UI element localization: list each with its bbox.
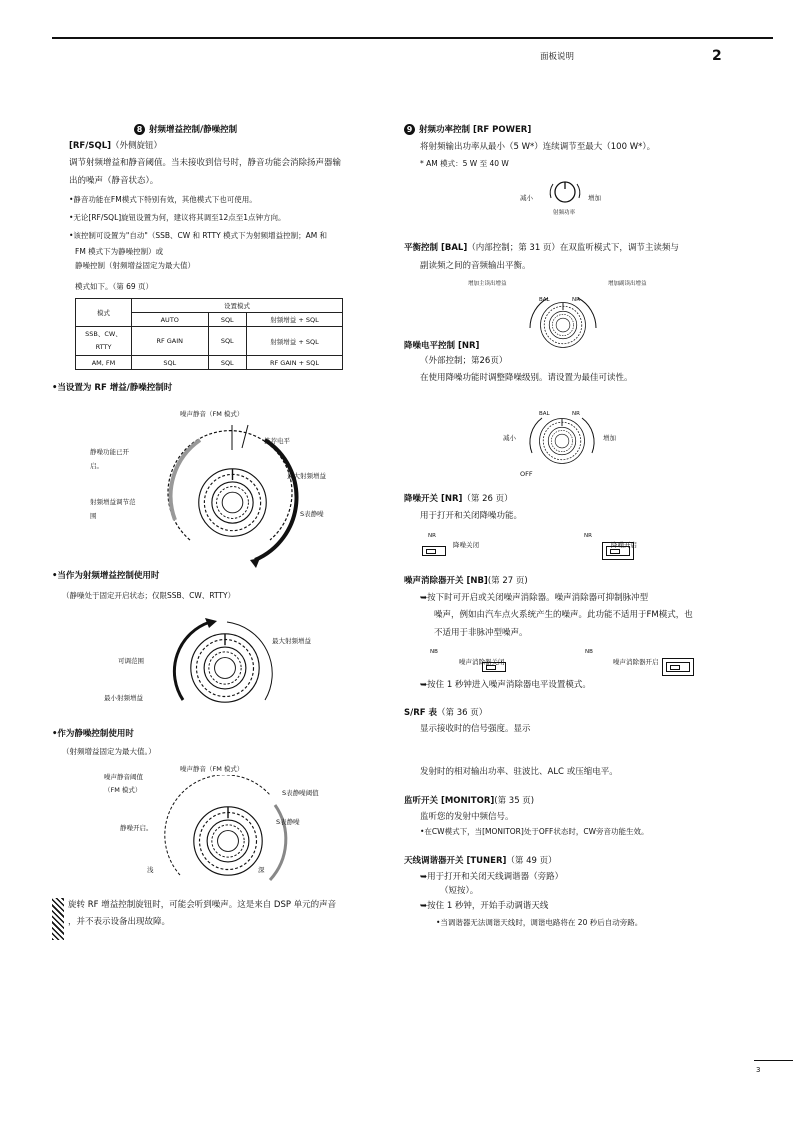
diagram-3-title: •作为静噪控制使用时 — [52, 729, 134, 739]
gain-arrow-grey — [171, 440, 200, 520]
td-auto: RF GAIN — [132, 327, 209, 356]
bal-title: 平衡控制 [BAL] — [404, 243, 468, 253]
c3-label-sq-open: 噪声静音（FM 模式） — [180, 765, 244, 773]
footer-rule — [754, 1060, 793, 1061]
td-mode: AM, FM — [76, 356, 132, 370]
th-rfsql: 射频增益 + SQL — [247, 313, 343, 327]
dial-knob[interactable] — [194, 807, 262, 875]
item-number: 9 — [404, 124, 415, 135]
th-mode: 模式 — [76, 299, 132, 327]
td-mode-b: RTTY — [95, 343, 112, 351]
bal-left-label: 增加主读出增益 — [468, 281, 507, 287]
srf-line — [404, 707, 487, 719]
c3-label-deep: 深 — [258, 866, 265, 874]
tun-bullet: •当调谐器无法调谐天线时，调谐电路将在 20 秒后自动旁路。 — [436, 918, 643, 927]
s8-key: [RF/SQL] — [69, 141, 111, 151]
diagram-2-title: •当作为射频增益控制使用时 — [52, 571, 160, 581]
s9-increase: 增加 — [588, 194, 601, 202]
nb-para-1: ➥按下时可开启或关闭噪声消除器。噪声消除器可抑制脉冲型 — [420, 593, 649, 603]
td-mode — [76, 327, 132, 356]
mon-ref: (第 35 页) — [494, 796, 535, 806]
note-line-1: 旋转 RF 增益控制旋钮时，可能会听到噪声。这是来自 DSP 单元的声音 — [68, 900, 337, 910]
nb-switch-on[interactable] — [666, 662, 690, 672]
dial-knob[interactable] — [191, 634, 259, 702]
c3-label-s-thr: S表静噪阈值 — [282, 789, 319, 797]
nr-knob-diagram — [522, 408, 602, 468]
arrow-head — [250, 558, 260, 568]
diagram-3-note: （射频增益固定为最大值。） — [62, 747, 156, 756]
td-sql: SQL — [208, 327, 246, 356]
bal-knob[interactable] — [541, 303, 586, 348]
s8-key-note: （外侧旋钮） — [111, 141, 163, 151]
s8-bullet-3a: •该控制可设置为"自动"（SSB、CW 和 RTTY 模式下为射频增益控制；AM 和 — [69, 231, 328, 240]
nb-on: 噪声消除器开启 — [613, 658, 659, 666]
tun-para-2: （短按）。 — [440, 886, 479, 896]
nrsw-para: 用于打开和关闭降噪功能。 — [420, 511, 523, 521]
tun-para-3: ➥按住 1 秒钟，开始手动调谐天线 — [420, 901, 549, 911]
c1-label-sql-on-b: 启。 — [90, 462, 103, 470]
nb-para-4: ➥按住 1 秒钟进入噪声消除器电平设置模式。 — [420, 680, 591, 690]
c1-label-rf-range-b: 围 — [90, 512, 97, 520]
rf-gain-dial-diagram — [165, 610, 285, 720]
s8-subheading — [69, 140, 162, 152]
nr-decrease: 减小 — [503, 434, 516, 442]
s8-bullet-2: •无论[RF/SQL]旋钮设置为何，建议将其调至12点至1点钟方向。 — [69, 213, 286, 222]
c3-label-on: 静噪开启。 — [120, 824, 153, 832]
nrsw-on: 降噪开启 — [611, 541, 637, 549]
nr-ref: （外部控制；第26页） — [420, 356, 508, 366]
mode-table — [75, 298, 343, 370]
c1-label-sq-open: 噪声静音（FM 模式） — [180, 410, 244, 418]
mon-para: 监听您的发射中频信号。 — [420, 812, 514, 822]
c1-label-max-rf: 最大射频增益 — [287, 472, 326, 480]
bal-line — [404, 242, 679, 254]
td-rfsql: RF GAIN + SQL — [247, 356, 343, 370]
bal-knob-diagram — [518, 290, 608, 350]
bal-right-label: 增加副读出增益 — [608, 281, 647, 287]
diagram-1-title: •当设置为 RF 增益/静噪控制时 — [52, 383, 173, 393]
tun-line — [404, 855, 557, 867]
s9-knob-label: 射频功率 — [553, 210, 576, 216]
item-number: 8 — [134, 124, 145, 135]
td-auto: SQL — [132, 356, 209, 370]
nr-switch-off[interactable] — [422, 546, 446, 556]
nb-tag-on: NB — [585, 649, 593, 655]
srf-para-2: 发射时的相对输出功率、驻波比、ALC 或压缩电平。 — [420, 767, 618, 777]
nb-tag-off: NB — [430, 649, 438, 655]
section-title: 面板说明 — [540, 52, 575, 62]
c3-label-s-sql: S表静噪 — [276, 818, 300, 826]
c2-label-min-rf: 最小射频增益 — [104, 694, 143, 702]
s9-title: 射频功率控制 [RF POWER] — [419, 125, 532, 135]
c1-label-rf-range: 射频增益调节范 — [90, 498, 136, 506]
mon-title: 监听开关 [MONITOR] — [404, 796, 495, 806]
mon-line — [404, 795, 534, 807]
nrsw-off: 降噪关闭 — [453, 541, 479, 549]
c1-label-s-meter: S表静噪 — [300, 510, 324, 518]
nrsw-line — [404, 493, 513, 505]
s9-heading — [404, 124, 531, 136]
s8-bullet-1: •静音功能在FM模式下特别有效，其他模式下也可使用。 — [69, 195, 257, 204]
th-auto: AUTO — [132, 313, 209, 327]
tun-title: 天线调谐器开关 [TUNER] — [404, 856, 507, 866]
srf-para-1: 显示接收时的信号强度。显示 — [420, 724, 531, 734]
srf-ref: （第 36 页） — [437, 708, 488, 718]
c2-label-adj: 可调范围 — [118, 657, 144, 665]
s8-para-2: 出的噪声（静音状态）。 — [69, 176, 159, 186]
nrsw-tag-on: NR — [584, 533, 592, 539]
s8-title: 射频增益控制/静噪控制 — [149, 125, 238, 135]
nr-knob-label: BAL — [539, 411, 550, 417]
c2-label-max-rf: 最大射频增益 — [272, 637, 311, 645]
bal-para: 副读频之间的音频输出平衡。 — [420, 261, 531, 271]
c3-label-thr-b: （FM 模式） — [104, 786, 142, 794]
bal-knob-label: BAL — [539, 297, 550, 303]
nr-knob-label-nr: NR — [572, 411, 580, 417]
nb-line — [404, 575, 528, 587]
nb-off: 噪声消除器关闭 — [459, 658, 505, 666]
leader — [242, 425, 248, 448]
note-hatch-icon — [52, 898, 64, 940]
tun-ref: （第 49 页） — [506, 856, 557, 866]
bal-knob-label-nr: NR — [572, 297, 580, 303]
s8-bullet-3b: FM 模式下为静噪控制）或 — [75, 247, 164, 256]
nr-knob[interactable] — [540, 419, 585, 464]
c1-label-sql-on: 静噪功能已开 — [90, 448, 129, 456]
nr-para: 在使用降噪功能时调整降噪级别。请设置为最佳可读性。 — [420, 373, 633, 383]
s9-decrease: 减小 — [520, 194, 533, 202]
s9-para: 将射频输出功率从最小（5 W*）连续调节至最大（100 W*）。 — [420, 142, 656, 152]
s8-bullet-3d: 模式如下。（第 69 页） — [75, 282, 154, 291]
td-rfsql: 射频增益 + SQL — [247, 327, 343, 356]
chapter-number: 2 — [712, 48, 722, 64]
tun-para-1: ➥用于打开和关闭天线调谐器（旁路） — [420, 872, 564, 882]
s8-heading — [134, 124, 237, 136]
bal-text: （内部控制；第 31 页）在双监听模式下，调节主读频与 — [467, 243, 679, 253]
note-line-2: ，并不表示设备出现故障。 — [68, 917, 171, 927]
th-setting: 设置模式 — [132, 299, 343, 313]
s9-note: * AM 模式：5 W 至 40 W — [420, 159, 509, 168]
nr-increase: 增加 — [603, 434, 616, 442]
sql-dial-diagram — [160, 775, 290, 885]
rf-power-knob[interactable] — [545, 178, 585, 208]
diagram-2-note: （静噪处于固定开启状态；仅限SSB、CW、RTTY） — [62, 591, 236, 600]
page-number: 3 — [756, 1066, 761, 1074]
s8-bullet-3c: 静噪控制（射频增益固定为最大值） — [75, 261, 195, 270]
nb-para-3: 不适用于非脉冲型噪声。 — [434, 628, 528, 638]
c1-label-rec: 推荐电平 — [264, 437, 290, 445]
nr-off: OFF — [520, 470, 533, 478]
s8-para-1: 调节射频增益和静音阈值。当未接收到信号时，静音功能会消除扬声器输 — [69, 158, 342, 168]
nr-line — [404, 340, 479, 352]
td-sql: SQL — [208, 356, 246, 370]
srf-title: S/RF 表 — [404, 708, 438, 718]
header-rule — [52, 37, 773, 39]
nrsw-ref: （第 26 页） — [462, 494, 513, 504]
nb-ref: (第 27 页) — [487, 576, 528, 586]
nb-para-2: 噪声，例如由汽车点火系统产生的噪声。此功能不适用于FM模式，也 — [434, 610, 693, 620]
c3-label-thr: 噪声静音阈值 — [104, 773, 143, 781]
td-mode-a: SSB、CW、 — [85, 330, 122, 338]
mon-bullet: •在CW模式下，当[MONITOR]处于OFF状态时，CW旁音功能生效。 — [420, 827, 649, 836]
c3-label-shallow: 浅 — [147, 866, 154, 874]
th-sql: SQL — [208, 313, 246, 327]
dial-knob[interactable] — [199, 469, 267, 537]
nrsw-tag-off: NR — [428, 533, 436, 539]
nb-title: 噪声消除器开关 [NB] — [404, 576, 488, 586]
nr-title: 降噪电平控制 [NR] — [404, 341, 480, 351]
nrsw-title: 降噪开关 [NR] — [404, 494, 463, 504]
